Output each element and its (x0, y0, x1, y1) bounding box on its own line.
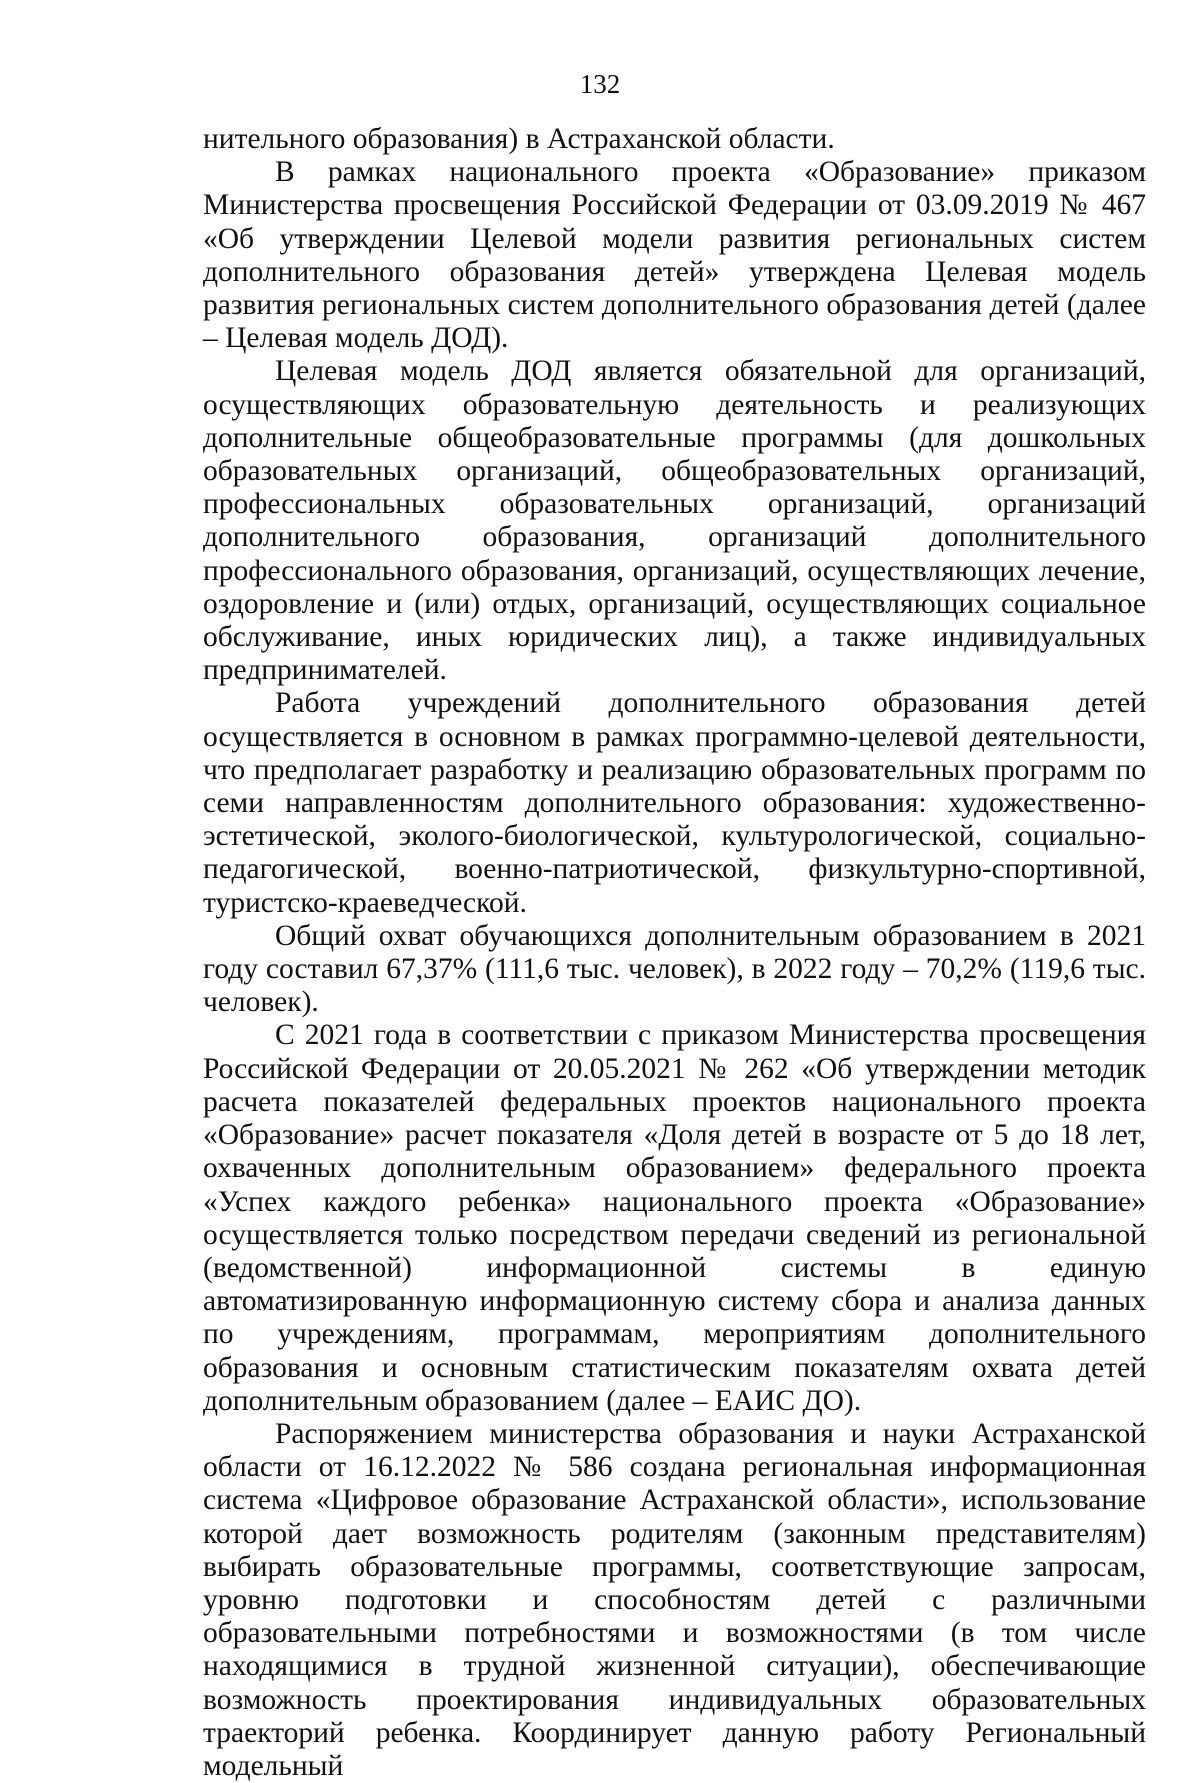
paragraph-target-model-scope: Целевая модель ДОД является обязательной для организаций, осуществляющих образовательную деятельность и реализующих дополнительные общеобразовательные программы (для дошкольных образовательных организаций, общеобразовательных организаций, профессиональных образовательных организаций, организаций дополнительного образования, организаций дополнительного профессионального образования, организаций, осуществляющих лечение, оздоровление и (или) отдых, организаций, осуществляющих социальное обслуживание, иных юридических лиц), а также индивидуальных предпринимателей. (203, 355, 1146, 687)
paragraph-target-model-order: В рамках национального проекта «Образование» приказом Министерства просвещения Российской Федерации от 03.09.2019 № 467 «Об утверждении Целевой модели развития региональных систем дополнительного образования детей» утверждена Целевая модель развития региональных систем дополнительного образования детей (далее – Целевая модель ДОД). (203, 156, 1146, 355)
paragraph-eais-do: С 2021 года в соответствии с приказом Министерства просвещения Российской Федерации от 20.05.2021 № 262 «Об утверждении методик расчета показателей федеральных проектов национального проекта «Образование» расчет показателя «Доля детей в возрасте от 5 до 18 лет, охваченных дополнительным образованием» федерального проекта «Успех каждого ребенка» национального проекта «Образование» осуществляется только посредством передачи сведений из региональной (ведомственной) информационной системы в единую автоматизированную информационную систему сбора и анализа данных по учреждениям, программам, мероприятиям дополнительного образования и основным статистическим показателям охвата детей дополнительным образованием (далее – ЕАИС ДО). (203, 1019, 1146, 1417)
paragraph-program-directions: Работа учреждений дополнительного образования детей осуществляется в основном в рамках программно-целевой деятельности, что предполагает разработку и реализацию образовательных программ по семи направленностям дополнительного образования: художественно-эстетической, эколого-биологической, культурологической, социально-педагогической, военно-патриотической, физкультурно-спортивной, туристско-краеведческой. (203, 687, 1146, 919)
paragraph-continuation: нительного образования) в Астраханской области. (203, 123, 835, 155)
body-text (203, 123, 1146, 1783)
page-number: 132 (579, 69, 621, 99)
paragraph-regional-information-system: Распоряжением министерства образования и науки Астраханской области от 16.12.2022 № 586 создана региональная информационная система «Цифровое образование Астраханской области», использование которой дает возможность родителям (законным представителям) выбирать образовательные программы, соответствующие запросам, уровню подготовки и способностям детей с различными образовательными потребностями и возможностями (в том числе находящимися в трудной жизненной ситуации), обеспечивающие возможность проектирования индивидуальных образовательных траекторий ребенка. Координирует данную работу Региональный модельный (203, 1417, 1146, 1782)
paragraph-coverage-statistics: Общий охват обучающихся дополнительным образованием в 2021 году составил 67,37% (111,6 тыс. человек), в 2022 году – 70,2% (119,6 тыс. человек). (203, 919, 1146, 1019)
